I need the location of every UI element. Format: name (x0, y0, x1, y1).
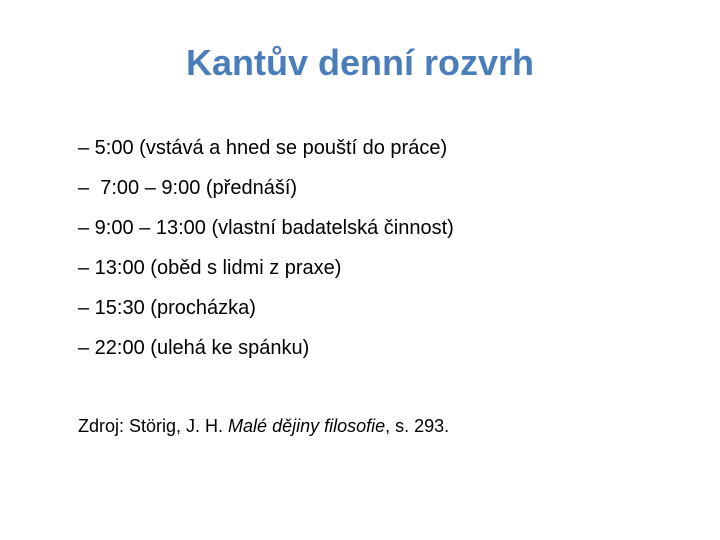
source-suffix: , s. 293. (385, 416, 450, 436)
schedule-item-wake: – 5:00 (vstává a hned se pouští do práce) (78, 137, 448, 159)
source-prefix: Zdroj: Störig, J. H. (78, 416, 229, 436)
source-citation (78, 410, 449, 442)
schedule-list (78, 128, 698, 368)
schedule-item-walk: – 15:30 (procházka) (78, 297, 256, 319)
slide-title: Kantův denní rozvrh (185, 42, 535, 83)
schedule-item-lunch: – 13:00 (oběd s lidmi z praxe) (78, 257, 342, 279)
schedule-item-lecture: – 7:00 – 9:00 (přednáší) (78, 177, 298, 199)
source-book-title: Malé dějiny filosofie (228, 416, 386, 436)
schedule-item-sleep: – 22:00 (ulehá ke spánku) (78, 337, 310, 359)
schedule-item-research: – 9:00 – 13:00 (vlastní badatelská činnost) (78, 217, 454, 239)
